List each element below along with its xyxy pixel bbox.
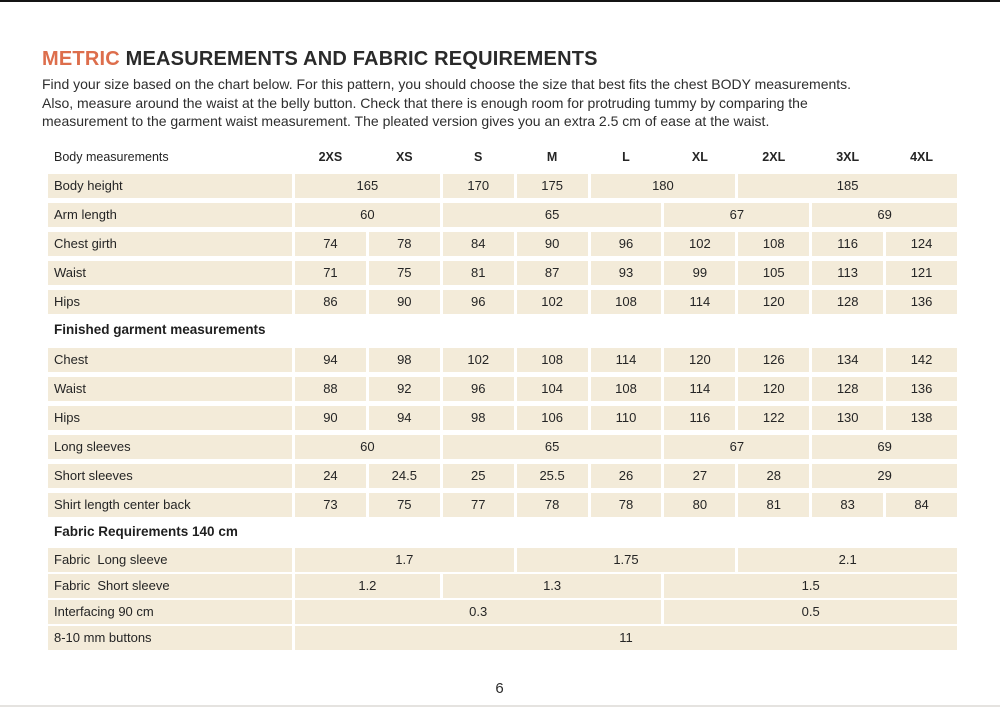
table-cell: 1.5: [664, 574, 957, 598]
row-cells: [295, 348, 957, 372]
table-cell: 102: [443, 348, 514, 372]
table-cell: 65: [443, 203, 662, 227]
table-cell: 78: [591, 493, 662, 517]
table-cell: 121: [886, 261, 957, 285]
table-cell: 1.7: [295, 548, 514, 572]
table-cell: 180: [591, 174, 736, 198]
table-row: [48, 290, 957, 314]
table-row: [48, 232, 957, 256]
table-cell: 75: [369, 261, 440, 285]
table-cell: 93: [591, 261, 662, 285]
row-cells: [295, 174, 957, 198]
table-cell: 87: [517, 261, 588, 285]
table-cell: 78: [369, 232, 440, 256]
table-cell: 60: [295, 203, 440, 227]
table-cell: 134: [812, 348, 883, 372]
row-label: Waist: [48, 377, 292, 401]
page-title: [42, 48, 957, 70]
table-cell: 102: [664, 232, 735, 256]
table-cell: 96: [591, 232, 662, 256]
row-cells: [295, 377, 957, 401]
table-cell: 98: [443, 406, 514, 430]
table-cell: 102: [517, 290, 588, 314]
row-label: Body height: [48, 174, 292, 198]
row-label: Interfacing 90 cm: [48, 600, 292, 624]
row-label: Arm length: [48, 203, 292, 227]
row-cells: [295, 574, 957, 598]
table-cell: 69: [812, 203, 957, 227]
table-cell: 175: [517, 174, 588, 198]
table-cell: 28: [738, 464, 809, 488]
table-cell: 81: [738, 493, 809, 517]
intro-line: Find your size based on the chart below. For this pattern, you should choose the size that best fits the chest BODY measurements.: [42, 76, 852, 92]
intro-line: Also, measure around the waist at the belly button. Check that there is enough room for protruding tummy by comparing the: [42, 94, 808, 111]
row-label: Long sleeves: [48, 435, 292, 459]
table-row: [48, 600, 957, 624]
table-row: [48, 493, 957, 517]
table-cell: 1.3: [443, 574, 662, 598]
row-cells: [295, 464, 957, 488]
column-header: XS: [395, 149, 413, 164]
column-header: 3XL: [836, 149, 860, 164]
table-row: [48, 435, 957, 459]
table-cell: 11: [295, 626, 957, 650]
column-header: S: [474, 149, 483, 164]
table-cell: 126: [738, 348, 809, 372]
table-cell: 94: [369, 406, 440, 430]
column-header: 2XS: [318, 149, 343, 164]
table-cell: 2.1: [738, 548, 957, 572]
table-row: [48, 348, 957, 372]
row-label: Chest girth: [48, 232, 292, 256]
table-cell: 142: [886, 348, 957, 372]
table-cell: 114: [664, 290, 735, 314]
section-title: Finished garment measurements: [54, 321, 266, 337]
column-header: 4XL: [910, 149, 934, 164]
table-cell: 120: [664, 348, 735, 372]
table-cell: 122: [738, 406, 809, 430]
intro-paragraph: [42, 75, 957, 131]
table-cell: 60: [295, 435, 440, 459]
table-cell: 74: [295, 232, 366, 256]
table-cell: 90: [295, 406, 366, 430]
column-header: XL: [691, 149, 708, 164]
table-cell: 116: [812, 232, 883, 256]
table-cell: 104: [517, 377, 588, 401]
table-cell: 0.5: [664, 600, 957, 624]
table-cell: 25: [443, 464, 514, 488]
table-cell: 67: [664, 203, 809, 227]
bottom-divider: [0, 705, 1000, 707]
table-cell: 69: [812, 435, 957, 459]
table-cell: 114: [591, 348, 662, 372]
table-cell: 136: [886, 290, 957, 314]
row-cells: [295, 261, 957, 285]
table-cell: 90: [369, 290, 440, 314]
table-cell: 1.75: [517, 548, 736, 572]
table-row: [48, 261, 957, 285]
row-cells: [295, 435, 957, 459]
row-label: Fabric Short sleeve: [48, 574, 292, 598]
table-cell: 108: [517, 348, 588, 372]
column-headers: [295, 147, 957, 167]
table-cell: 138: [886, 406, 957, 430]
table-cell: 71: [295, 261, 366, 285]
table-cell: 120: [738, 290, 809, 314]
table-cell: 29: [812, 464, 957, 488]
row-label: Shirt length center back: [48, 493, 292, 517]
table-cell: 105: [738, 261, 809, 285]
table-cell: 98: [369, 348, 440, 372]
column-header: 2XL: [762, 149, 786, 164]
table-row: [48, 406, 957, 430]
row-cells: [295, 548, 957, 572]
table-cell: 113: [812, 261, 883, 285]
table-cell: 94: [295, 348, 366, 372]
table-cell: 27: [664, 464, 735, 488]
table-cell: 130: [812, 406, 883, 430]
table-cell: 88: [295, 377, 366, 401]
table-cell: 114: [664, 377, 735, 401]
table-cell: 128: [812, 377, 883, 401]
table-cell: 84: [443, 232, 514, 256]
page-number: 6: [495, 679, 504, 697]
intro-line: measurement to the garment waist measurement. The pleated version gives you an extra 2.5 cm of ease at the waist.: [42, 113, 770, 129]
table-row: [48, 464, 957, 488]
table-cell: 92: [369, 377, 440, 401]
size-table: [48, 147, 957, 650]
table-cell: 170: [443, 174, 514, 198]
column-header: M: [546, 149, 558, 164]
row-cells: [295, 493, 957, 517]
table-cell: 185: [738, 174, 957, 198]
table-cell: 86: [295, 290, 366, 314]
table-cell: 108: [591, 290, 662, 314]
table-row: [48, 377, 957, 401]
table-cell: 106: [517, 406, 588, 430]
table-cell: 25.5: [517, 464, 588, 488]
column-header: L: [622, 149, 630, 164]
table-row: [48, 203, 957, 227]
table-cell: 83: [812, 493, 883, 517]
table-row: [48, 548, 957, 572]
table-cell: 108: [591, 377, 662, 401]
table-cell: 80: [664, 493, 735, 517]
row-cells: [295, 626, 957, 650]
row-label: Waist: [48, 261, 292, 285]
table-cell: 65: [443, 435, 662, 459]
row-label: Hips: [48, 290, 292, 314]
table-cell: 77: [443, 493, 514, 517]
table-cell: 67: [664, 435, 809, 459]
table-cell: 110: [591, 406, 662, 430]
table-cell: 24: [295, 464, 366, 488]
table-cell: 128: [812, 290, 883, 314]
top-border: [0, 0, 1000, 2]
table-cell: 1.2: [295, 574, 440, 598]
table-cell: 84: [886, 493, 957, 517]
table-cell: 78: [517, 493, 588, 517]
table-cell: 120: [738, 377, 809, 401]
row-cells: [295, 406, 957, 430]
row-label: Fabric Long sleeve: [48, 548, 292, 572]
title-rest: MEASUREMENTS AND FABRIC REQUIREMENTS: [119, 48, 598, 70]
row-label: Hips: [48, 406, 292, 430]
row-cells: [295, 290, 957, 314]
table-cell: 165: [295, 174, 440, 198]
table-row: [48, 174, 957, 198]
table-cell: 96: [443, 290, 514, 314]
row-label: Chest: [48, 348, 292, 372]
table-cell: 90: [517, 232, 588, 256]
table-cell: 75: [369, 493, 440, 517]
table-cell: 26: [591, 464, 662, 488]
table-cell: 0.3: [295, 600, 661, 624]
row-cells: [295, 232, 957, 256]
section-title: Fabric Requirements 140 cm: [54, 523, 238, 539]
title-accent: METRIC: [42, 48, 120, 70]
table-cell: 116: [664, 406, 735, 430]
row-cells: [295, 600, 957, 624]
table-header-label: Body measurements: [54, 149, 169, 164]
table-cell: 96: [443, 377, 514, 401]
row-cells: [295, 203, 957, 227]
row-label: Short sleeves: [48, 464, 292, 488]
table-cell: 81: [443, 261, 514, 285]
table-cell: 73: [295, 493, 366, 517]
table-cell: 136: [886, 377, 957, 401]
table-cell: 108: [738, 232, 809, 256]
table-cell: 24.5: [369, 464, 440, 488]
table-row: [48, 574, 957, 598]
row-label: 8-10 mm buttons: [48, 626, 292, 650]
table-cell: 99: [664, 261, 735, 285]
table-row: [48, 626, 957, 650]
table-cell: 124: [886, 232, 957, 256]
table-header-row: [48, 147, 957, 167]
